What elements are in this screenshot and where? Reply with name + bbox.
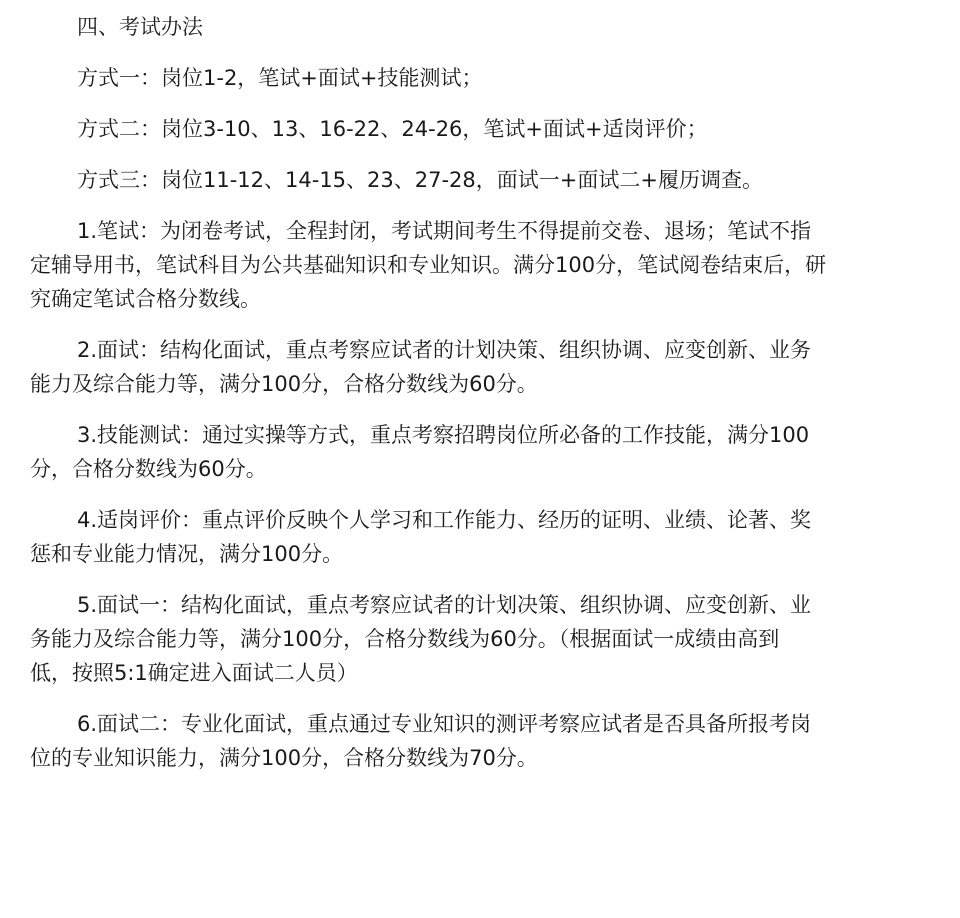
section-heading: 四、考试办法 bbox=[77, 15, 203, 39]
paragraph-line: 3.技能测试：通过实操等方式，重点考察招聘岗位所必备的工作技能，满分100 bbox=[77, 423, 810, 447]
paragraph-line: 低，按照5:1确定进入面试二人员） bbox=[30, 661, 358, 685]
paragraph-line: 务能力及综合能力等，满分100分，合格分数线为60分。（根据面试一成绩由高到 bbox=[30, 627, 780, 651]
paragraph-skill-test bbox=[30, 418, 940, 486]
paragraph-job-fit-evaluation bbox=[30, 503, 940, 571]
paragraph-line: 6.面试二：专业化面试，重点通过专业知识的测评考察应试者是否具备所报考岗 bbox=[77, 712, 812, 736]
paragraph-interview bbox=[30, 333, 940, 401]
paragraph-line: 位的专业知识能力，满分100分，合格分数线为70分。 bbox=[30, 746, 538, 770]
paragraph-line: 1.笔试：为闭卷考试，全程封闭，考试期间考生不得提前交卷、退场；笔试不指 bbox=[77, 219, 812, 243]
paragraph-line: 4.适岗评价：重点评价反映个人学习和工作能力、经历的证明、业绩、论著、奖 bbox=[77, 508, 812, 532]
method-2: 方式二：岗位3-10、13、16-22、24-26，笔试+面试+适岗评价； bbox=[77, 117, 708, 141]
paragraph-line: 惩和专业能力情况，满分100分。 bbox=[30, 542, 344, 566]
paragraph-interview-one bbox=[30, 588, 940, 690]
paragraph-line: 定辅导用书，笔试科目为公共基础知识和专业知识。满分100分，笔试阅卷结束后，研 bbox=[30, 253, 827, 277]
paragraph-line: 究确定笔试合格分数线。 bbox=[30, 287, 261, 311]
paragraph-written-exam bbox=[30, 214, 940, 316]
paragraph-interview-two bbox=[30, 707, 940, 775]
paragraph-line: 能力及综合能力等，满分100分，合格分数线为60分。 bbox=[30, 372, 538, 396]
paragraph-line: 5.面试一：结构化面试，重点考察应试者的计划决策、组织协调、应变创新、业 bbox=[77, 593, 812, 617]
method-3: 方式三：岗位11-12、14-15、23、27-28，面试一+面试二+履历调查。 bbox=[77, 168, 763, 192]
document-body bbox=[30, 10, 940, 775]
paragraph-line: 2.面试：结构化面试，重点考察应试者的计划决策、组织协调、应变创新、业务 bbox=[77, 338, 812, 362]
method-1: 方式一：岗位1-2，笔试+面试+技能测试； bbox=[77, 66, 483, 90]
paragraph-line: 分，合格分数线为60分。 bbox=[30, 457, 267, 481]
